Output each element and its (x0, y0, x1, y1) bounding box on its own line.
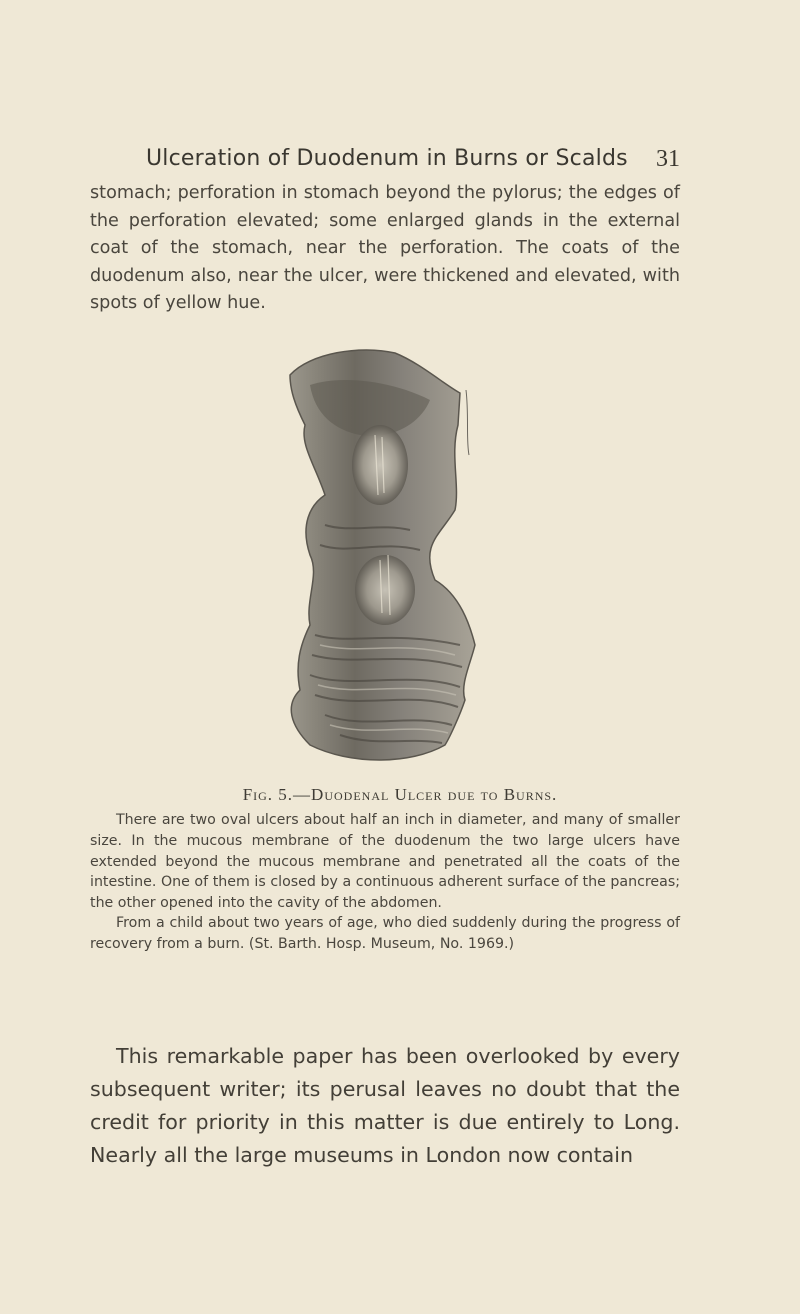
figure-caption-description: There are two oval ulcers about half an inch in diameter, and many of smaller size. In the mucous membrane of the duodenum the two large ulcers have extended beyond the mucous membrane and penetrated all the coats of the intestine. One of them is closed by a continuous adherent surface of the pancreas; the other opened into the cavity of the abdomen. (90, 812, 680, 912)
paragraph-top: stomach; perforation in stomach beyond the pylorus; the edges of the perforation elevated; some enlarged glands in the external coat of the stomach, near the perforation. The coats of the duodenum also, near the ulcer, were thickened and elevated, with spots of yellow hue. (90, 183, 680, 314)
duodenum-specimen-illustration (270, 345, 490, 775)
figure-caption-source: From a child about two years of age, who died suddenly during the progress of recovery from a burn. (St. Barth. Hosp. Museum, No. 1969.) (90, 915, 680, 952)
figure-caption-title: Fig. 5.—Duodenal Ulcer due to Burns. (242, 785, 558, 804)
running-title: Ulceration of Duodenum in Burns or Scalds (146, 146, 628, 171)
page-number: 31 (656, 146, 680, 172)
running-head (90, 146, 680, 178)
paragraph-bottom: This remarkable paper has been overlooked by every subsequent writer; its perusal leaves no doubt that the credit for priority in this matter is due entirely to Long. Nearly all the large museums in London now contain (90, 1044, 680, 1167)
